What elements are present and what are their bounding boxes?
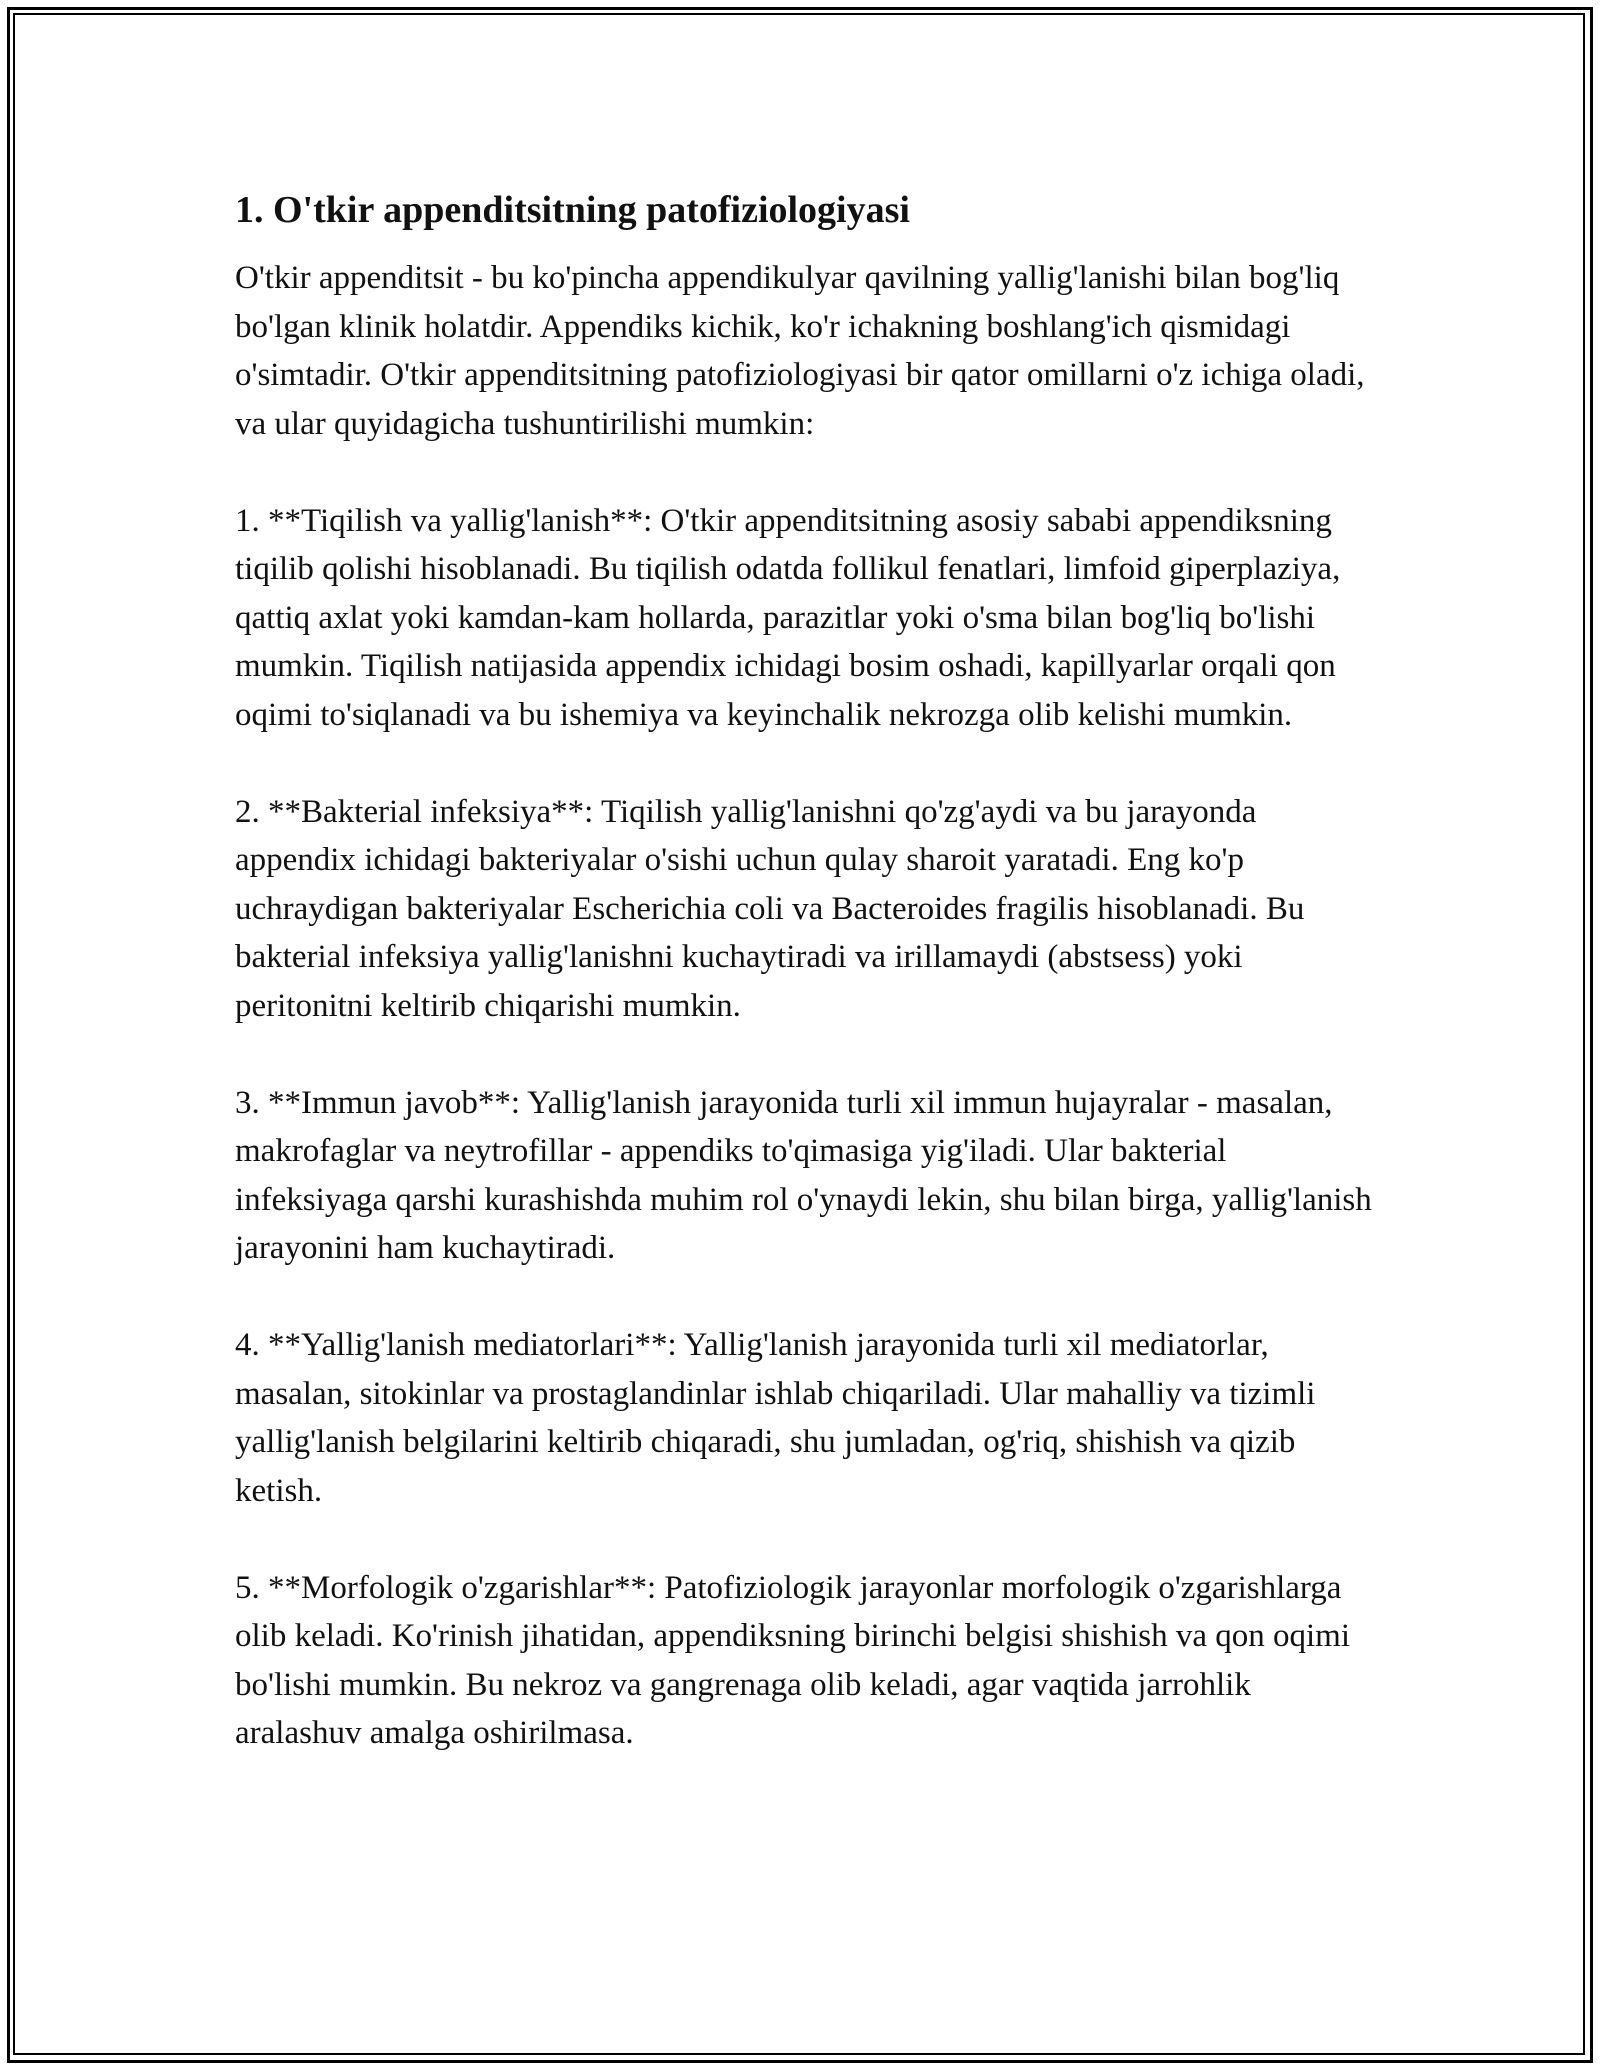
point-morphological-changes-paragraph: 5. **Morfologik o'zgarishlar**: Patofiziologik jarayonlar morfologik o'zgarishlarga olib keladi. Ko'rinish jihatidan, appendiksning birinchi belgisi shishish va qon oqimi bo'lishi mumkin. Bu nekroz va gangrenaga olib keladi, agar vaqtida jarrohlik aralashuv amalga oshirilmasa. [235,1569,1351,1751]
point-inflammation-mediators-paragraph: 4. **Yallig'lanish mediatorlari**: Yallig'lanish jarayonida turli xil mediatorlar, masalan, sitokinlar va prostaglandinlar ishlab chiqariladi. Ular mahalliy va tizimli yallig'lanish belgilarini keltirib chiqaradi, shu jumladan, og'riq, shishish va qizib ketish. [235,1327,1316,1509]
point-bacterial-infection-paragraph: 2. **Bakterial infeksiya**: Tiqilish yallig'lanishni qo'zg'aydi va bu jarayonda appendix ichidagi bakteriyalar o'sishi uchun qulay sharoit yaratadi. Eng ko'p uchraydigan bakteriyalar Escherichia coli va Bacteroides fragilis hisoblanadi. Bu bakterial infeksiya yallig'lanishni kuchaytiradi va irillamaydi (abstsess) yoki peritonitni keltirib chiqarishi mumkin. [235,793,1305,1024]
point-obstruction-paragraph: 1. **Tiqilish va yallig'lanish**: O'tkir appenditsitning asosiy sababi appendiksning tiqilib qolishi hisoblanadi. Bu tiqilish odatda follikul fenatlari, limfoid giperplaziya, qattiq axlat yoki kamdan-kam hollarda, parazitlar yoki o'sma bilan bog'liq bo'lishi mumkin. Tiqilish natijasida appendix ichidagi bosim oshadi, kapillyarlar orqali qon oqimi to'siqlanadi va bu ishemiya va keyinchalik nekrozga olib kelishi mumkin. [235,502,1341,733]
document-body [235,186,1375,1806]
point-immune-response-paragraph: 3. **Immun javob**: Yallig'lanish jarayonida turli xil immun hujayralar - masalan, makrofaglar va neytrofillar - appendiks to'qimasiga yig'iladi. Ular bakterial infeksiyaga qarshi kurashishda muhim rol o'ynaydi lekin, shu bilan birga, yallig'lanish jarayonini ham kuchaytiradi. [235,1084,1372,1266]
document-heading: 1. O'tkir appenditsitning patofiziologiyasi [235,189,910,231]
intro-paragraph: O'tkir appenditsit - bu ko'pincha appendikulyar qavilning yallig'lanishi bilan bog'liq bo'lgan klinik holatdir. Appendiks kichik, ko'r ichakning boshlang'ich qismidagi o'simtadir. O'tkir appenditsitning patofiziologiyasi bir qator omillarni o'z ichiga oladi, va ular quyidagicha tushuntirilishi mumkin: [235,260,1365,442]
